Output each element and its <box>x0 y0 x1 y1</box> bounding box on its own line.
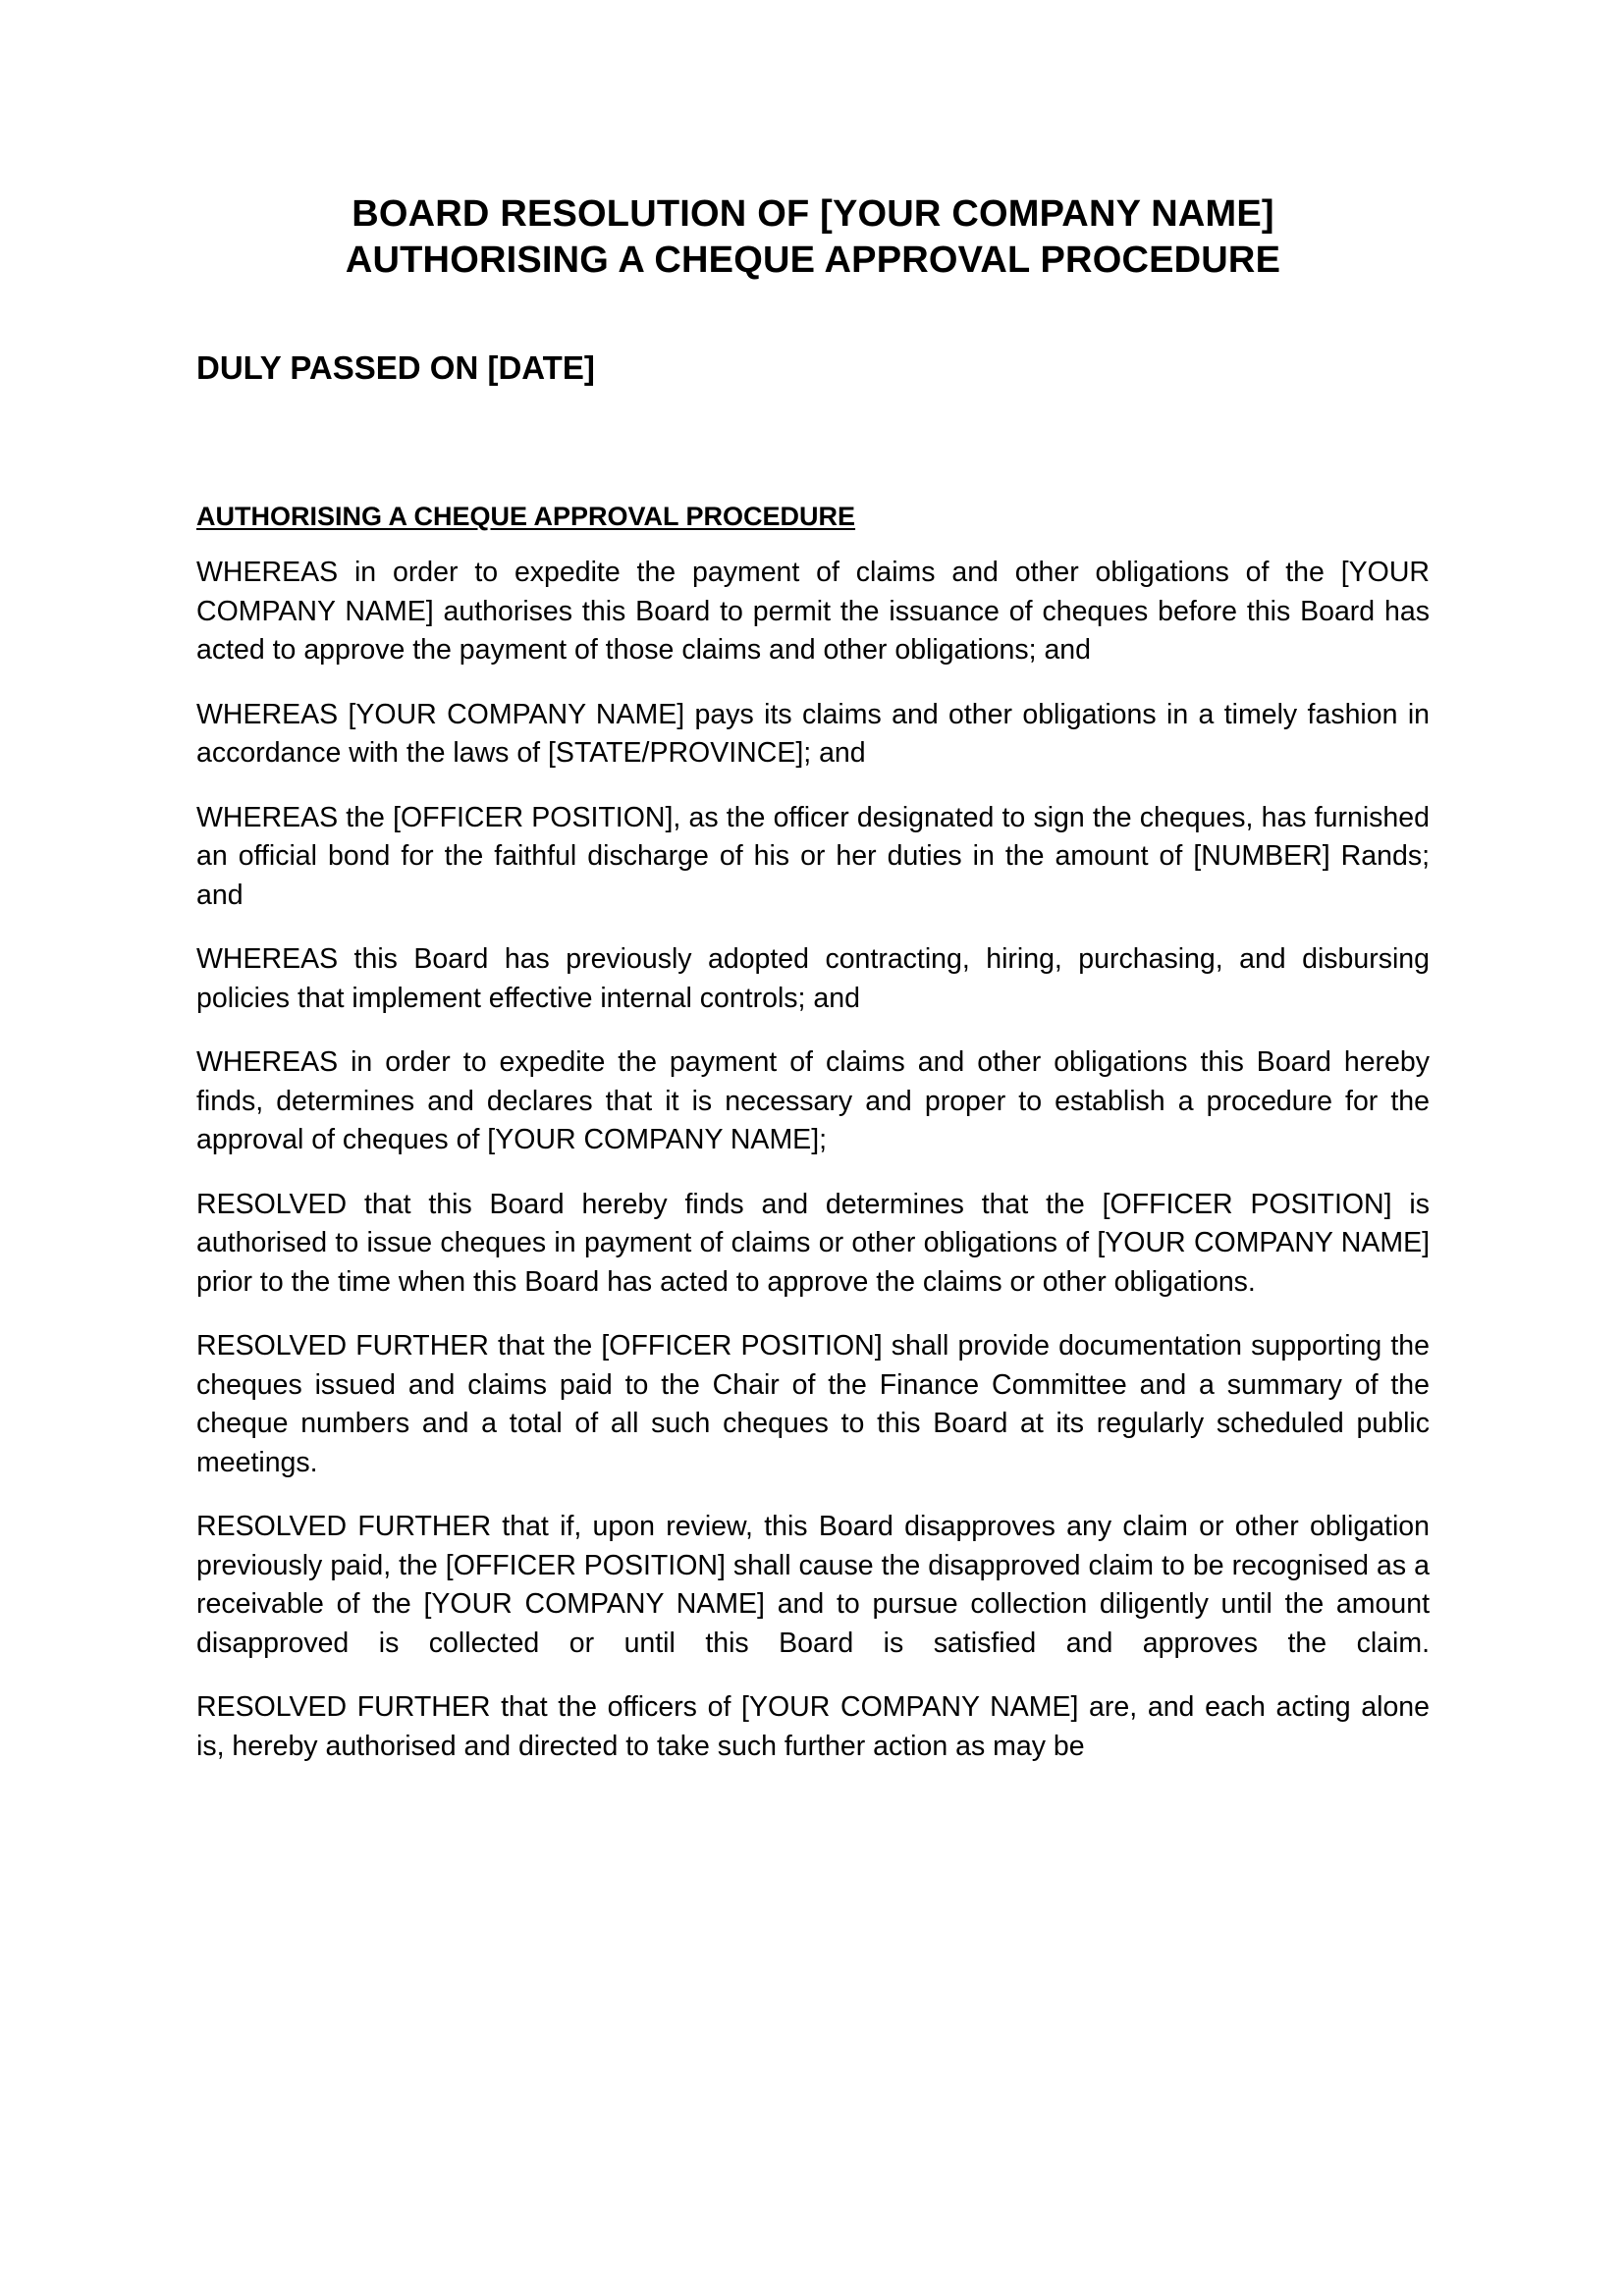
section-heading <box>196 390 1430 534</box>
paragraph-whereas-establish-procedure: WHEREAS in order to expedite the payment of claims and other obligations this Board hereby finds, determines and declares that it is necessary and proper to establish a procedure for the approval of cheques of [YOUR COMPANY NAME]; <box>196 1046 1430 1156</box>
document-content-column <box>196 0 1430 1766</box>
section-heading-text: AUTHORISING A CHEQUE APPROVAL PROCEDURE <box>196 502 856 532</box>
resolution-body <box>196 534 1430 1766</box>
page-title <box>196 0 1430 284</box>
paragraph-resolved-further-documentation: RESOLVED FURTHER that the [OFFICER POSITION] shall provide documentation supporting the cheques issued and claims paid to the Chair of the Finance Committee and a summary of the cheque numbers and a total of all such cheques to this Board at its regularly scheduled public meetings. <box>196 1330 1430 1478</box>
paragraph-whereas-internal-controls: WHEREAS this Board has previously adopted contracting, hiring, purchasing, and disbursing policies that implement effective internal controls; and <box>196 943 1430 1014</box>
paragraph-whereas-timely-fashion: WHEREAS [YOUR COMPANY NAME] pays its claims and other obligations in a timely fashion in accordance with the laws of [STATE/PROVINCE]; and <box>196 698 1430 770</box>
paragraph-resolved-further-officers-action: RESOLVED FURTHER that the officers of [YOUR COMPANY NAME] are, and each acting alone is, hereby authorised and directed to take such further action as may be <box>196 1691 1430 1762</box>
page-title-line-1: BOARD RESOLUTION OF [YOUR COMPANY NAME] <box>352 193 1274 235</box>
paragraph-resolved-issue-cheques: RESOLVED that this Board hereby finds and determines that the [OFFICER POSITION] is authorised to issue cheques in payment of claims or other obligations of [YOUR COMPANY NAME] prior to the time when this Board has acted to approve the claims or other obligations. <box>196 1188 1430 1298</box>
page-title-line-2: AUTHORISING A CHEQUE APPROVAL PROCEDURE <box>345 240 1281 282</box>
paragraph-whereas-expedite-payment: WHEREAS in order to expedite the payment of claims and other obligations of the [YOUR COMPANY NAME] authorises this Board to permit the issuance of cheques before this Board has acted to approve the payment of those claims and other obligations; and <box>196 557 1430 667</box>
paragraph-whereas-officer-bond: WHEREAS the [OFFICER POSITION], as the officer designated to sign the cheques, has furnished an official bond for the faithful discharge of his or her duties in the amount of [NUMBER] Rands; and <box>196 801 1430 911</box>
paragraph-resolved-further-disapproved-claim: RESOLVED FURTHER that if, upon review, this Board disapproves any claim or other obligation previously paid, the [OFFICER POSITION] shall cause the disapproved claim to be recognised as a receivable of the [YOUR COMPANY NAME] and to pursue collection diligently until the amount disapproved is collected or until this Board is satisfied and approves the claim. <box>196 1511 1430 1659</box>
passed-on-heading: DULY PASSED ON [DATE] <box>196 349 595 387</box>
